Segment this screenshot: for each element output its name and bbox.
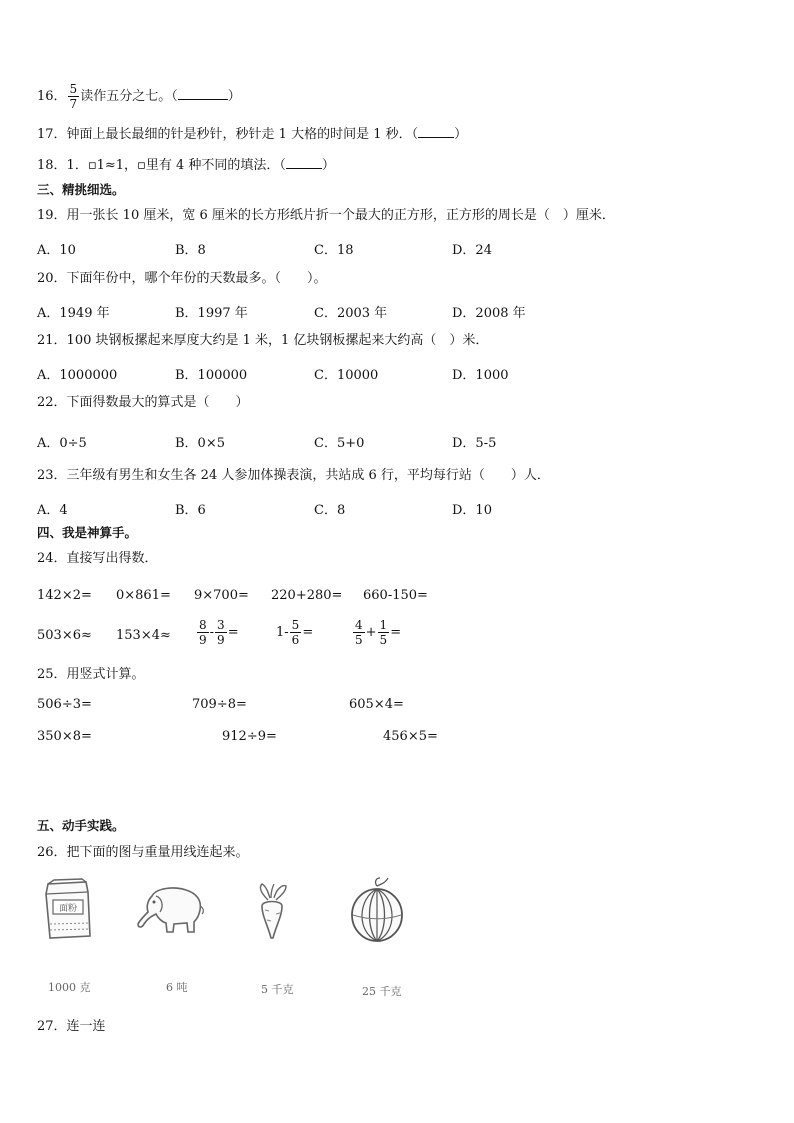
calc-item: 153×4≈ (116, 628, 171, 643)
answer-blank[interactable] (286, 156, 322, 169)
q21-option-a[interactable]: A．1000000 (37, 368, 118, 383)
q19-option-a[interactable]: A．10 (37, 243, 76, 258)
fraction (353, 618, 365, 647)
q22-option-b[interactable]: B．0×5 (175, 436, 225, 451)
q19-option-d[interactable]: D．24 (452, 243, 492, 258)
frac-denominator: 5 (355, 633, 363, 647)
q20-option-a[interactable]: A．1949 年 (37, 306, 110, 321)
question-27: 27．连一连 (37, 1019, 106, 1034)
q16-fraction (68, 82, 80, 111)
section-5-heading: 五、动手实践。 (37, 818, 125, 833)
frac-numerator: 5 (69, 82, 78, 96)
q23-option-d[interactable]: D．10 (452, 503, 492, 518)
fraction (378, 618, 390, 647)
calc-item: 0×861= (116, 588, 171, 603)
calc-item: 506÷3= (37, 697, 92, 712)
answer-blank[interactable] (178, 87, 228, 100)
calc-item: 709÷8= (192, 697, 247, 712)
answer-blank[interactable] (418, 125, 454, 138)
weight-label[interactable]: 5 千克 (261, 983, 294, 996)
question-26: 26．把下面的图与重量用线连起来。 (37, 845, 249, 860)
q20-option-c[interactable]: C．2003 年 (314, 306, 388, 321)
q21-option-d[interactable]: D．1000 (452, 368, 509, 383)
frac-numerator: 4 (355, 618, 363, 632)
question-17 (37, 125, 467, 143)
fraction (215, 618, 227, 647)
flour-bag-icon[interactable] (40, 878, 96, 942)
frac-numerator: 8 (199, 618, 207, 632)
frac-numerator: 1 (379, 618, 388, 632)
q16-text: 读作五分之七。（ (80, 89, 178, 104)
flour-label: 面粉 (58, 904, 78, 914)
question-19: 19．用一张长 10 厘米，宽 6 厘米的长方形纸片折一个最大的正方形，正方形的周长是（ ）厘米． (37, 208, 615, 223)
equals: = (390, 625, 402, 640)
operator: - (209, 625, 215, 640)
q19-option-b[interactable]: B．8 (175, 243, 206, 258)
q20-option-d[interactable]: D．2008 年 (452, 306, 526, 321)
fraction-expression-3 (352, 618, 401, 647)
q22-option-a[interactable]: A．0÷5 (37, 436, 87, 451)
calc-item: 142×2= (37, 588, 92, 603)
calc-item: 605×4= (349, 697, 404, 712)
operator: 1- (276, 625, 289, 640)
fraction (290, 618, 302, 647)
frac-numerator: 3 (217, 618, 225, 632)
q22-option-d[interactable]: D．5-5 (452, 436, 497, 451)
calc-item: 350×8= (37, 729, 92, 744)
operator: + (365, 625, 377, 640)
question-16 (37, 82, 241, 111)
question-23: 23．三年级有男生和女生各 24 人参加体操表演，共站成 6 行，平均每行站（ ）人． (37, 468, 550, 483)
question-20: 20．下面年份中，哪个年份的天数最多。（ ）。 (37, 271, 327, 286)
weight-label[interactable]: 25 千克 (362, 985, 402, 998)
fraction-expression-2 (276, 618, 313, 647)
fraction (197, 618, 209, 647)
q20-option-b[interactable]: B．1997 年 (175, 306, 248, 321)
q16-end: ） (227, 89, 241, 104)
calc-item: 220+280= (271, 588, 343, 603)
question-24: 24．直接写出得数． (37, 551, 158, 566)
frac-denominator: 7 (69, 97, 78, 111)
question-22: 22．下面得数最大的算式是（ ） (37, 395, 249, 410)
q18-end: ） (321, 158, 335, 173)
frac-denominator: 5 (379, 633, 388, 647)
q18-text: 18．1．▫1≈1，▫里有 4 种不同的填法．（ (37, 158, 286, 173)
q23-option-c[interactable]: C．8 (314, 503, 346, 518)
section-3-heading: 三、精挑细选。 (37, 182, 125, 197)
equals: = (227, 625, 239, 640)
q23-option-b[interactable]: B．6 (175, 503, 206, 518)
q17-end: ） (454, 127, 468, 142)
frac-numerator: 5 (291, 618, 300, 632)
fraction-expression-1 (196, 618, 239, 647)
calc-item: 9×700= (194, 588, 249, 603)
watermelon-icon[interactable] (348, 876, 406, 944)
q21-option-c[interactable]: C．10000 (314, 368, 379, 383)
question-21: 21．100 块钢板摞起来厚度大约是 1 米，1 亿块钢板摞起来大约高（ ）米． (37, 333, 489, 348)
frac-denominator: 9 (199, 633, 207, 647)
frac-denominator: 9 (217, 633, 225, 647)
q21-option-b[interactable]: B．100000 (175, 368, 248, 383)
radish-icon[interactable] (252, 880, 292, 942)
q17-text: 17．钟面上最长最细的针是秒针，秒针走 1 大格的时间是 1 秒．（ (37, 127, 419, 142)
calc-item: 456×5= (383, 729, 438, 744)
section-4-heading: 四、我是神算手。 (37, 525, 138, 540)
equals: = (302, 625, 314, 640)
calc-item: 503×6≈ (37, 628, 92, 643)
calc-item: 660-150= (363, 588, 428, 603)
weight-label[interactable]: 1000 克 (48, 981, 91, 994)
q23-option-a[interactable]: A．4 (37, 503, 68, 518)
question-25: 25．用竖式计算。 (37, 667, 145, 682)
weight-label[interactable]: 6 吨 (166, 981, 188, 994)
calc-item: 912÷9= (222, 729, 277, 744)
q19-option-c[interactable]: C．18 (314, 243, 354, 258)
elephant-icon[interactable] (134, 882, 206, 938)
question-18 (37, 156, 335, 174)
q16-number: 16． (37, 89, 67, 104)
frac-denominator: 6 (291, 633, 300, 647)
q22-option-c[interactable]: C．5+0 (314, 436, 365, 451)
